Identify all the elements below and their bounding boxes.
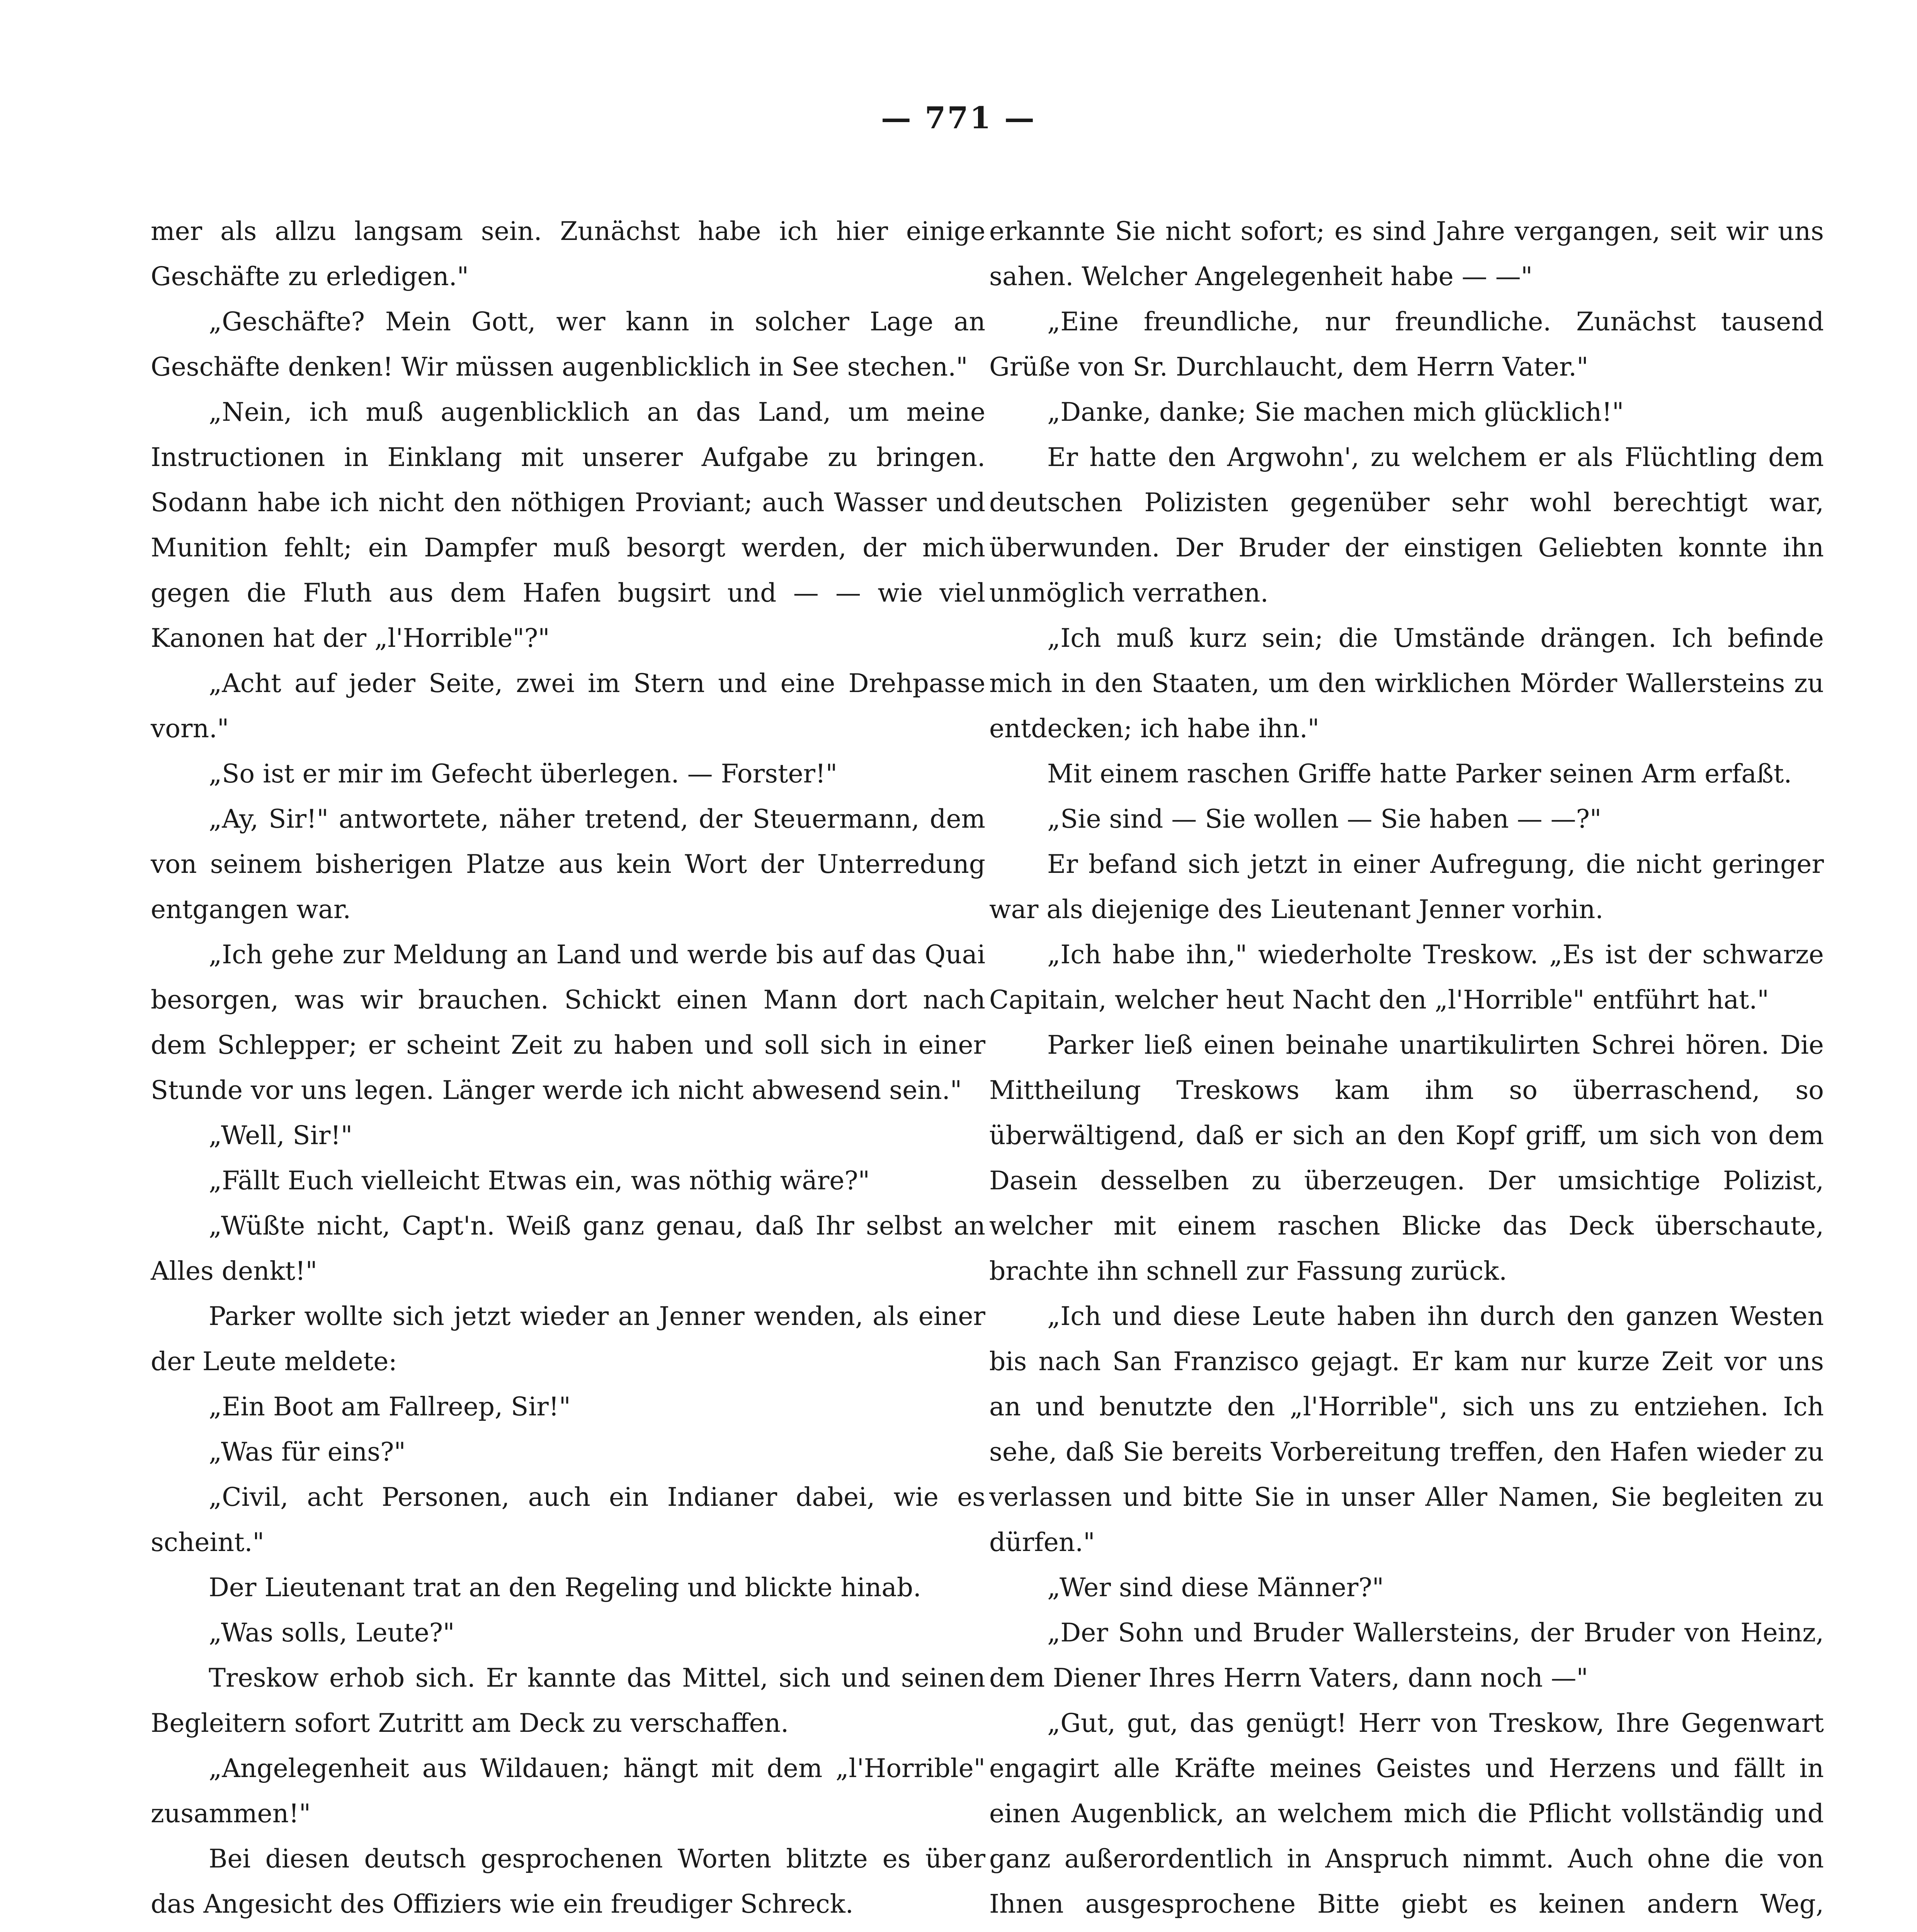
paragraph: „Ich und diese Leute haben ihn durch den ganzen Westen bis nach San Franzisco gejagt. Er kam nur kurze Zeit vor uns an und benutzte den „l'Horrible", sich uns zu entziehen. Ich sehe, daß Sie bereits Vorbereitung treffen, den Hafen wieder zu verlassen und bitte Sie in unser Aller Namen, Sie begleiten zu dürfen."	[989, 1301, 1824, 1557]
paragraph: „Was für eins?"	[209, 1437, 406, 1467]
paragraph: „Ay, Sir!" antwortete, näher tretend, der Steuermann, dem von seinem bisherigen Platze aus kein Wort der Unterredung entgangen war.	[151, 804, 985, 924]
paragraph: „Ich gehe zur Meldung an Land und werde bis auf das Quai besorgen, was wir brauchen. Schickt einen Mann dort nach dem Schlepper; er scheint Zeit zu haben und soll sich in einer Stunde vor uns legen. Länger werde ich nicht abwesend sein."	[151, 940, 985, 1105]
paragraph: „So ist er mir im Gefecht überlegen. — Forster!"	[209, 759, 837, 789]
paragraph: „Danke, danke; Sie machen mich glücklich!"	[1047, 397, 1624, 427]
column-gutter	[970, 209, 971, 1932]
paragraph: „Civil, acht Personen, auch ein Indianer dabei, wie es scheint."	[151, 1482, 985, 1557]
paragraph: „Nein, ich muß augenblicklich an das Land, um meine Instructionen in Einklang mit unserer Aufgabe zu bringen. Sodann habe ich nicht den nöthigen Proviant; auch Wasser und Munition fehlt; ein Dampfer muß besorgt werden, der mich gegen die Fluth aus dem Hafen bugsirt und — — wie viel Kanonen hat der „l'Horrible"?"	[151, 397, 985, 653]
paragraph: „Geschäfte? Mein Gott, wer kann in solcher Lage an Geschäfte denken! Wir müssen augenblicklich in See stechen."	[151, 307, 985, 382]
paragraph: „Ich habe ihn," wiederholte Treskow. „Es ist der schwarze Capitain, welcher heut Nacht den „l'Horrible" entführt hat."	[989, 940, 1824, 1015]
paragraph: „Angelegenheit aus Wildauen; hängt mit dem „l'Horrible" zusammen!"	[151, 1753, 985, 1828]
paragraph: „Wüßte nicht, Capt'n. Weiß ganz genau, daß Ihr selbst an Alles denkt!"	[151, 1211, 985, 1286]
page-number-header: — 771 —	[881, 100, 1036, 136]
paragraph: Treskow erhob sich. Er kannte das Mittel, sich und seinen Begleitern sofort Zutritt am Deck zu verschaffen.	[151, 1663, 985, 1738]
paragraph: erkannte Sie nicht sofort; es sind Jahre vergangen, seit wir uns sahen. Welcher Angelegenheit habe — —"	[989, 216, 1824, 291]
paragraph: „Acht auf jeder Seite, zwei im Stern und eine Drehpasse vorn."	[151, 668, 985, 743]
paragraph: „Eine freundliche, nur freundliche. Zunächst tausend Grüße von Sr. Durchlaucht, dem Herrn Vater."	[989, 307, 1824, 382]
paragraph: „Der Sohn und Bruder Wallersteins, der Bruder von Heinz, dem Diener Ihres Herrn Vaters, dann noch —"	[989, 1618, 1824, 1693]
paragraph: „Ich muß kurz sein; die Umstände drängen. Ich befinde mich in den Staaten, um den wirklichen Mörder Wallersteins zu entdecken; ich habe ihn."	[989, 623, 1824, 743]
paragraph: „Wer sind diese Männer?"	[1047, 1573, 1384, 1602]
paragraph: Parker wollte sich jetzt wieder an Jenner wenden, als einer der Leute meldete:	[151, 1301, 985, 1376]
paragraph: „Ein Boot am Fallreep, Sir!"	[209, 1392, 571, 1422]
left-text-column	[151, 209, 985, 1932]
paragraph: mer als allzu langsam sein. Zunächst habe ich hier einige Geschäfte zu erledigen."	[151, 216, 985, 291]
paragraph	[151, 1927, 985, 1932]
paragraph: „Well, Sir!"	[209, 1121, 353, 1150]
paragraph: „Fällt Euch vielleicht Etwas ein, was nöthig wäre?"	[209, 1166, 870, 1196]
paragraph: Der Lieutenant trat an den Regeling und blickte hinab.	[209, 1573, 921, 1602]
paragraph: Bei diesen deutsch gesprochenen Worten blitzte es über das Angesicht des Offiziers wie ein freudiger Schreck.	[151, 1844, 985, 1919]
paragraph: „Was solls, Leute?"	[209, 1618, 455, 1648]
paragraph: Er befand sich jetzt in einer Aufregung, die nicht geringer war als diejenige des Lieutenant Jenner vorhin.	[989, 849, 1824, 924]
paragraph: Mit einem raschen Griffe hatte Parker seinen Arm erfaßt.	[1047, 759, 1792, 789]
paragraph: Parker ließ einen beinahe unartikulirten Schrei hören. Die Mittheilung Treskows kam ihm so überraschend, so überwältigend, daß er sich an den Kopf griff, um sich von dem Dasein desselben zu überzeugen. Der umsichtige Polizist, welcher mit einem raschen Blicke das Deck überschaute, brachte ihn schnell zur Fassung zurück.	[989, 1030, 1824, 1286]
paragraph: Er hatte den Argwohn', zu welchem er als Flüchtling dem deutschen Polizisten gegenüber sehr wohl berechtigt war, überwunden. Der Bruder der einstigen Geliebten konnte ihn unmöglich verrathen.	[989, 442, 1824, 608]
right-text-column	[989, 209, 1824, 1932]
paragraph: „Gut, gut, das genügt! Herr von Treskow, Ihre Gegenwart engagirt alle Kräfte meines Geistes und Herzens und fällt in einen Augenblick, an welchem mich die Pflicht vollständig und ganz außerordentlich in Anspruch nimmt. Auch ohne die von Ihnen ausgesprochene Bitte giebt es keinen andern Weg,	[989, 1708, 1824, 1919]
paragraph: „Sie sind — Sie wollen — Sie haben — —?"	[1047, 804, 1602, 834]
